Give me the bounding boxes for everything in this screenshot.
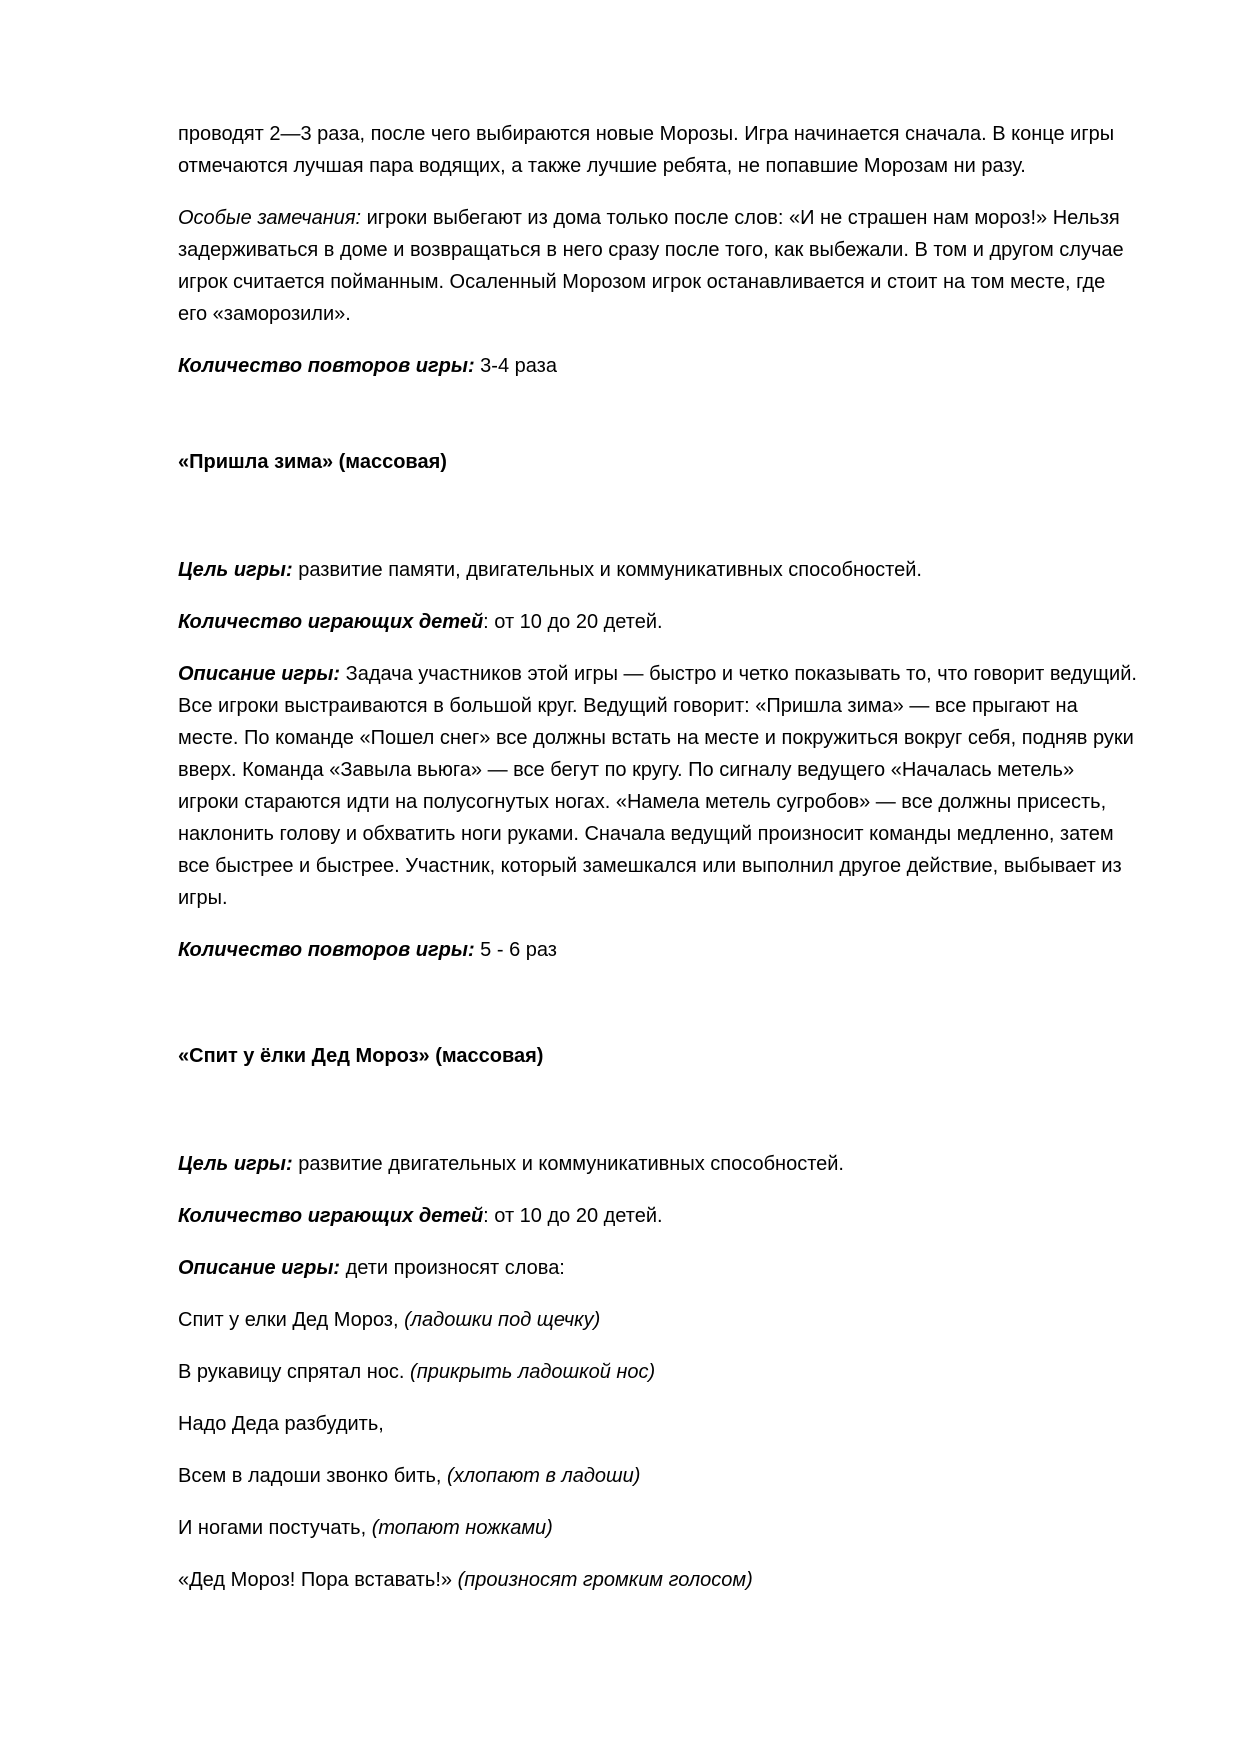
repeats-paragraph (178, 934, 1138, 966)
description-paragraph (178, 658, 1138, 914)
count-label: Количество играющих детей (178, 611, 484, 633)
description-label: Описание игры: (178, 1257, 341, 1279)
count-text: : от 10 до 20 детей. (483, 1205, 663, 1227)
spacer (178, 498, 1138, 554)
verse-text: Надо Деда разбудить, (178, 1413, 384, 1435)
page-content (178, 118, 1138, 1616)
verse-action: (топают ножками) (371, 1517, 553, 1539)
verse-line (178, 1408, 1138, 1440)
verse-action: (ладошки под щечку) (404, 1309, 601, 1331)
game-title: «Пришла зима» (массовая) (178, 451, 447, 473)
repeats-label: Количество повторов игры: (178, 355, 475, 377)
verse-line (178, 1512, 1138, 1544)
description-text: дети произносят слова: (340, 1257, 565, 1279)
repeats-label: Количество повторов игры: (178, 939, 475, 961)
spacer (178, 1092, 1138, 1148)
verse-line (178, 1356, 1138, 1388)
repeats-value: 5 - 6 раз (474, 939, 557, 961)
notes-paragraph (178, 202, 1138, 330)
goal-text: развитие памяти, двигательных и коммуникативных способностей. (292, 559, 922, 581)
goal-label: Цель игры: (178, 559, 293, 581)
count-paragraph (178, 1200, 1138, 1232)
goal-paragraph (178, 1148, 1138, 1180)
verse-text: «Дед Мороз! Пора вставать!» (178, 1569, 458, 1591)
notes-label: Особые замечания: (178, 207, 362, 229)
goal-paragraph (178, 554, 1138, 586)
repeats-paragraph (178, 350, 1138, 382)
verse-text: Всем в ладоши звонко бить, (178, 1465, 448, 1487)
game-title: «Спит у ёлки Дед Мороз» (массовая) (178, 1045, 544, 1067)
description-label: Описание игры: (178, 663, 341, 685)
repeats-value: 3-4 раза (474, 355, 557, 377)
goal-label: Цель игры: (178, 1153, 293, 1175)
description-text: Задача участников этой игры — быстро и четко показывать то, что говорит ведущий. Все игроки выстраиваются в большой круг. Ведущий говорит: «Пришла зима» — все прыгают на месте. По команде «Пошел снег» все должны встать на месте и покружиться вокруг себя, подняв руки вверх. Команда «Завыла вьюга» — все бегут по кругу. По сигналу ведущего «Началась метель» игроки стараются идти на полусогнутых ногах. «Намела метель сугробов» — все должны присесть, наклонить голову и обхватить ноги руками. Сначала ведущий произносит команды медленно, затем все быстрее и быстрее. Участник, который замешкался или выполнил другое действие, выбывает из игры. (178, 663, 1137, 909)
verse-line (178, 1304, 1138, 1336)
spacer (178, 986, 1138, 1040)
verse-action: (хлопают в ладоши) (447, 1465, 641, 1487)
count-label: Количество играющих детей (178, 1205, 484, 1227)
count-paragraph (178, 606, 1138, 638)
description-paragraph (178, 1252, 1138, 1284)
verse-line (178, 1460, 1138, 1492)
verse-text: В рукавицу спрятал нос. (178, 1361, 411, 1383)
verse-text: Спит у елки Дед Мороз, (178, 1309, 405, 1331)
count-text: : от 10 до 20 детей. (483, 611, 663, 633)
verse-action: (произносят громким голосом) (457, 1569, 753, 1591)
verse-action: (прикрыть ладошкой нос) (410, 1361, 656, 1383)
intro-paragraph (178, 118, 1138, 182)
intro-text: проводят 2—3 раза, после чего выбираются новые Морозы. Игра начинается сначала. В конце игры отмечаются лучшая пара водящих, а также лучшие ребята, не попавшие Морозам ни разу. (178, 123, 1115, 177)
notes-text: игроки выбегают из дома только после слов: «И не страшен нам мороз!» Нельзя задерживаться в доме и возвращаться в него сразу после того, как выбежали. В том и другом случае игрок считается пойманным. Осаленный Морозом игрок останавливается и стоит на том месте, где его «заморозили». (178, 207, 1124, 325)
verse-line (178, 1564, 1138, 1596)
verse-text: И ногами постучать, (178, 1517, 372, 1539)
goal-text: развитие двигательных и коммуникативных способностей. (292, 1153, 844, 1175)
spacer (178, 402, 1138, 446)
